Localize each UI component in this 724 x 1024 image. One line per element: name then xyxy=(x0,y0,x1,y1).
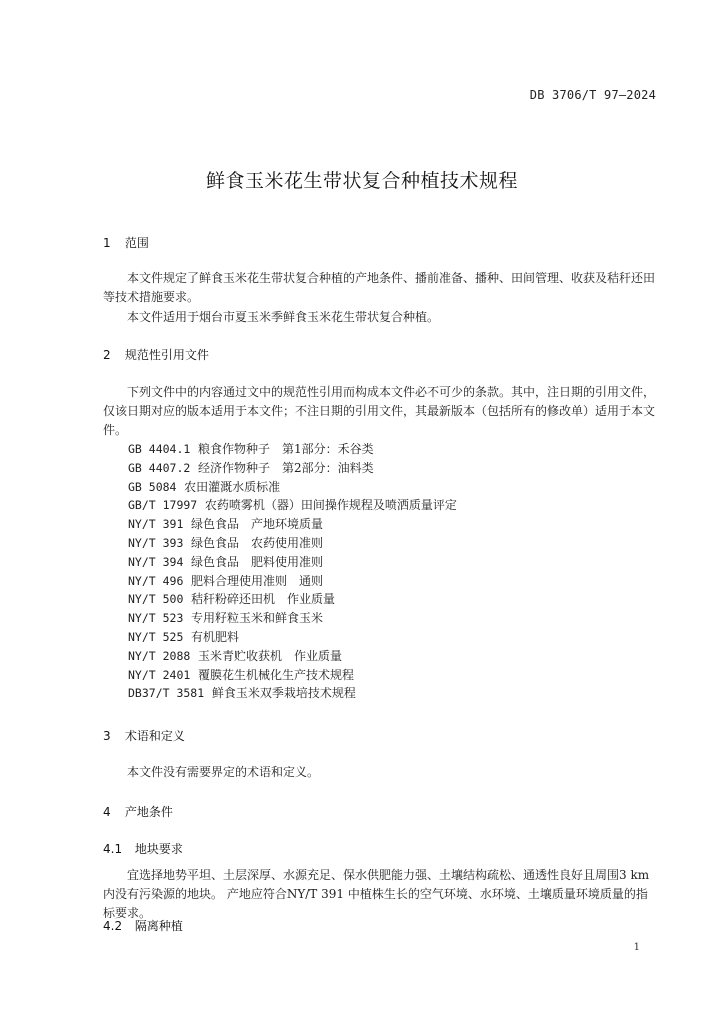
section-2-paragraph-1 xyxy=(103,383,658,440)
reference-title: 覆膜花生机械化生产技术规程 xyxy=(197,667,354,682)
reference-list xyxy=(128,440,457,703)
section-3-heading xyxy=(103,727,185,744)
reference-item xyxy=(128,478,457,497)
section-4-heading xyxy=(103,803,173,820)
reference-code: NY/T 500 xyxy=(128,592,184,607)
reference-title: 农田灌溉水质标准 xyxy=(184,479,281,494)
section-4-2-heading xyxy=(103,917,183,934)
paragraph-text: 下列文件中的内容通过文中的规范性引用而构成本文件必不可少的条款。其中，注日期的引用文件，仅该日期对应的版本适用于本文件；不注日期的引用文件，其最新版本（包括所有的修改单）适用于本文件。 xyxy=(103,385,656,437)
reference-code: GB/T 17997 xyxy=(128,498,198,513)
reference-item xyxy=(128,647,457,666)
reference-title: 专用籽粒玉米和鲜食玉米 xyxy=(191,611,324,626)
section-title: 隔离种植 xyxy=(134,919,183,933)
section-1-paragraph-2 xyxy=(103,308,658,327)
reference-code: DB37/T 3581 xyxy=(128,686,205,701)
section-title: 术语和定义 xyxy=(124,729,185,743)
reference-item xyxy=(128,684,457,703)
section-number: 4.1 xyxy=(103,842,123,856)
section-1-paragraph-1 xyxy=(103,269,658,307)
section-title: 产地条件 xyxy=(124,805,173,819)
paragraph-text: 本文件没有需要界定的术语和定义。 xyxy=(127,765,320,779)
section-number: 4 xyxy=(103,805,111,819)
reference-title: 绿色食品 农药使用准则 xyxy=(191,535,324,550)
reference-title: 肥料合理使用准则 通则 xyxy=(191,573,324,588)
section-1-heading xyxy=(103,234,149,251)
paragraph-text: 本文件规定了鲜食玉米花生带状复合种植的产地条件、播前准备、播种、田间管理、收获及秸秆还田等技术措施要求。 xyxy=(103,271,656,304)
reference-code: NY/T 394 xyxy=(128,554,184,569)
document-number: DB 3706/T 97—2024 xyxy=(529,88,656,102)
reference-item xyxy=(128,628,457,647)
reference-code: NY/T 525 xyxy=(128,629,184,644)
section-number: 4.2 xyxy=(103,919,123,933)
reference-code: NY/T 496 xyxy=(128,573,184,588)
reference-item xyxy=(128,515,457,534)
reference-code: GB 5084 xyxy=(128,479,177,494)
reference-title: 有机肥料 xyxy=(191,629,240,644)
reference-item xyxy=(128,534,457,553)
reference-title: 绿色食品 肥料使用准则 xyxy=(191,554,324,569)
section-4-1-paragraph-1 xyxy=(103,866,658,923)
reference-title: 经济作物种子 第2部分：油料类 xyxy=(197,460,374,475)
reference-code: GB 4407.2 xyxy=(128,460,191,475)
section-3-paragraph-1 xyxy=(103,763,658,782)
reference-item xyxy=(128,496,457,515)
reference-item xyxy=(128,590,457,609)
paragraph-text: 宜选择地势平坦、土层深厚、水源充足、保水供肥能力强、土壤结构疏松、通透性良好且周围3 km内没有污染源的地块。 产地应符合NY/T 391 中植株生长的空气环境、水环境、土壤质量环境质量的指标要求。 xyxy=(103,868,650,920)
paragraph-text: 本文件适用于烟台市夏玉米季鲜食玉米花生带状复合种植。 xyxy=(127,310,440,324)
reference-code: NY/T 523 xyxy=(128,611,184,626)
reference-title: 绿色食品 产地环境质量 xyxy=(191,517,324,532)
reference-title: 鲜食玉米双季栽培技术规程 xyxy=(211,686,356,701)
reference-item xyxy=(128,666,457,685)
reference-code: NY/T 2401 xyxy=(128,667,191,682)
section-number: 1 xyxy=(103,236,111,250)
reference-item xyxy=(128,609,457,628)
reference-item xyxy=(128,553,457,572)
page-number: 1 xyxy=(633,942,640,953)
reference-item xyxy=(128,440,457,459)
reference-code: GB 4404.1 xyxy=(128,442,191,456)
reference-title: 农药喷雾机（器）田间操作规程及喷洒质量评定 xyxy=(204,498,457,513)
reference-item xyxy=(128,572,457,591)
section-2-heading xyxy=(103,346,209,363)
reference-code: NY/T 393 xyxy=(128,535,184,550)
section-title: 规范性引用文件 xyxy=(124,348,209,362)
section-title: 地块要求 xyxy=(134,842,183,856)
reference-code: NY/T 2088 xyxy=(128,648,191,663)
reference-code: NY/T 391 xyxy=(128,517,184,532)
reference-title: 粮食作物种子 第1部分：禾谷类 xyxy=(197,442,374,456)
reference-title: 玉米青贮收获机 作业质量 xyxy=(197,648,342,663)
document-title: 鲜食玉米花生带状复合种植技术规程 xyxy=(205,170,518,192)
reference-item xyxy=(128,459,457,478)
section-4-1-heading xyxy=(103,840,183,857)
section-number: 2 xyxy=(103,348,111,362)
section-title: 范围 xyxy=(124,236,149,250)
section-number: 3 xyxy=(103,729,111,743)
reference-title: 秸秆粉碎还田机 作业质量 xyxy=(191,592,336,607)
